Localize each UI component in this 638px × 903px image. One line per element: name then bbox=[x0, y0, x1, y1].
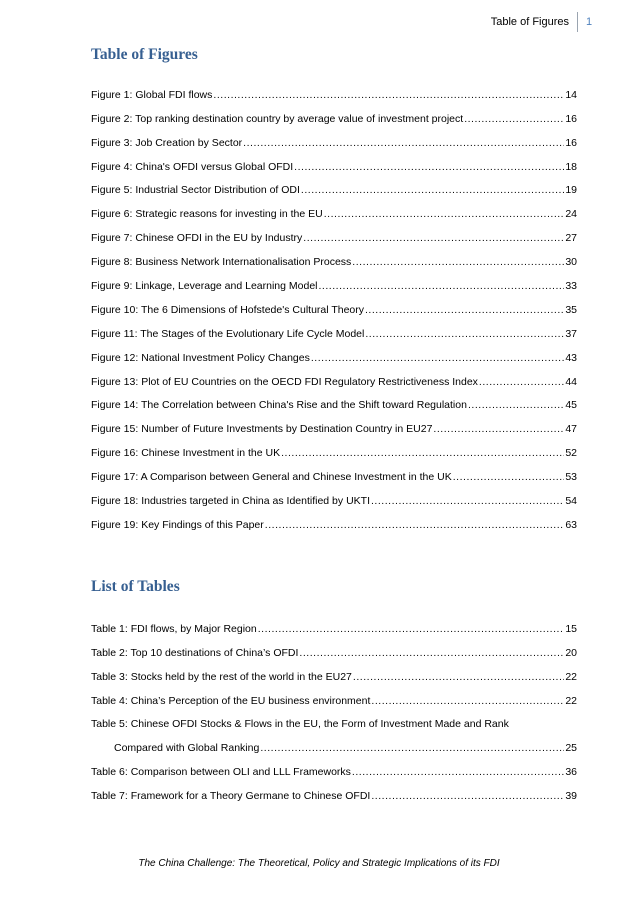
toc-entry-page: 39 bbox=[565, 790, 577, 803]
toc-entry-label: Table 4: China’s Perception of the EU business environment bbox=[91, 694, 371, 707]
dot-leader bbox=[301, 183, 564, 197]
dot-leader bbox=[365, 303, 564, 317]
toc-entry[interactable] bbox=[91, 412, 577, 436]
toc-entry-page: 63 bbox=[565, 518, 577, 531]
toc-entry-label: Figure 8: Business Network Internationalisation Process bbox=[91, 256, 352, 269]
toc-entry[interactable] bbox=[91, 684, 577, 708]
toc-entry[interactable] bbox=[91, 436, 577, 460]
toc-entry[interactable] bbox=[91, 317, 577, 341]
toc-entry-label: Figure 7: Chinese OFDI in the EU by Industry bbox=[91, 232, 303, 245]
toc-entry-page: 25 bbox=[565, 742, 577, 755]
toc-entry[interactable] bbox=[91, 245, 577, 269]
toc-entry-page: 19 bbox=[565, 184, 577, 197]
dot-leader bbox=[303, 231, 564, 245]
toc-entry-label: Figure 9: Linkage, Leverage and Learning Model bbox=[91, 280, 318, 293]
toc-entry-page: 27 bbox=[565, 232, 577, 245]
toc-entry-page: 33 bbox=[565, 280, 577, 293]
toc-entry-page: 43 bbox=[565, 351, 577, 364]
toc-entry[interactable] bbox=[91, 612, 577, 636]
toc-entry-label: Figure 6: Strategic reasons for investing in the EU bbox=[91, 208, 323, 221]
tables-list bbox=[91, 612, 577, 803]
figures-list bbox=[91, 78, 577, 532]
toc-entry[interactable] bbox=[91, 197, 577, 221]
dot-leader bbox=[352, 255, 564, 269]
toc-entry-label: Figure 15: Number of Future Investments by Destination Country in EU27 bbox=[91, 423, 433, 436]
toc-entry-page: 24 bbox=[565, 208, 577, 221]
dot-leader bbox=[281, 446, 564, 460]
toc-entry-page: 44 bbox=[565, 375, 577, 388]
toc-entry-first-line[interactable] bbox=[91, 708, 577, 732]
toc-entry[interactable] bbox=[91, 221, 577, 245]
page-header bbox=[491, 12, 598, 32]
toc-entry-label: Figure 11: The Stages of the Evolutionary Life Cycle Model bbox=[91, 327, 365, 340]
toc-entry-label: Table 1: FDI flows, by Major Region bbox=[91, 622, 257, 635]
toc-entry[interactable] bbox=[91, 779, 577, 803]
toc-entry-label: Figure 12: National Investment Policy Changes bbox=[91, 351, 310, 364]
dot-leader bbox=[324, 207, 565, 221]
toc-entry-page: 30 bbox=[565, 256, 577, 269]
dot-leader bbox=[319, 279, 565, 293]
toc-entry-label: Table 6: Comparison between OLI and LLL Frameworks bbox=[91, 766, 351, 779]
toc-entry-page: 18 bbox=[565, 160, 577, 173]
toc-entry-page: 36 bbox=[565, 766, 577, 779]
toc-entry[interactable] bbox=[91, 508, 577, 532]
toc-entry-label: Figure 2: Top ranking destination country by average value of investment project bbox=[91, 112, 464, 125]
dot-leader bbox=[433, 422, 564, 436]
tables-heading: List of Tables bbox=[91, 578, 180, 595]
toc-entry-page: 14 bbox=[565, 88, 577, 101]
toc-entry-label: Table 7: Framework for a Theory Germane to Chinese OFDI bbox=[91, 790, 371, 803]
toc-entry-page: 16 bbox=[565, 136, 577, 149]
dot-leader bbox=[243, 136, 564, 150]
dot-leader bbox=[371, 789, 564, 803]
dot-leader bbox=[365, 327, 564, 341]
toc-entry-label: Table 5: Chinese OFDI Stocks & Flows in the EU, the Form of Investment Made and Rank bbox=[91, 718, 509, 731]
toc-entry[interactable] bbox=[91, 293, 577, 317]
toc-entry-label: Table 3: Stocks held by the rest of the world in the EU27 bbox=[91, 670, 352, 683]
toc-entry-label: Figure 10: The 6 Dimensions of Hofstede's Cultural Theory bbox=[91, 303, 364, 316]
dot-leader bbox=[464, 112, 564, 126]
toc-entry-label: Compared with Global Ranking bbox=[114, 742, 260, 755]
toc-entry-label: Figure 5: Industrial Sector Distribution of ODI bbox=[91, 184, 300, 197]
toc-entry-page: 54 bbox=[565, 495, 577, 508]
dot-leader bbox=[260, 741, 564, 755]
toc-entry-label: Figure 17: A Comparison between General and Chinese Investment in the UK bbox=[91, 471, 452, 484]
dot-leader bbox=[213, 88, 564, 102]
toc-entry-label: Figure 4: China's OFDI versus Global OFDI bbox=[91, 160, 294, 173]
toc-entry-label: Figure 16: Chinese Investment in the UK bbox=[91, 447, 281, 460]
toc-entry[interactable] bbox=[91, 660, 577, 684]
toc-entry-label: Figure 18: Industries targeted in China as Identified by UKTI bbox=[91, 495, 370, 508]
dot-leader bbox=[265, 518, 565, 532]
toc-entry[interactable] bbox=[91, 460, 577, 484]
toc-entry[interactable] bbox=[91, 126, 577, 150]
toc-entry-page: 22 bbox=[565, 694, 577, 707]
dot-leader bbox=[371, 694, 564, 708]
toc-entry-page: 47 bbox=[565, 423, 577, 436]
dot-leader bbox=[299, 646, 564, 660]
toc-entry[interactable] bbox=[91, 78, 577, 102]
toc-entry-page: 20 bbox=[565, 646, 577, 659]
page-number: 1 bbox=[586, 16, 593, 28]
dot-leader bbox=[353, 670, 564, 684]
toc-entry-page: 15 bbox=[565, 622, 577, 635]
toc-entry[interactable] bbox=[91, 389, 577, 413]
figures-heading: Table of Figures bbox=[91, 46, 198, 63]
dot-leader bbox=[258, 622, 565, 636]
toc-entry-page: 35 bbox=[565, 303, 577, 316]
toc-entry[interactable] bbox=[91, 102, 577, 126]
toc-entry-page: 37 bbox=[565, 327, 577, 340]
toc-entry[interactable] bbox=[91, 174, 577, 198]
toc-entry-label: Figure 13: Plot of EU Countries on the OECD FDI Regulatory Restrictiveness Index bbox=[91, 375, 478, 388]
toc-entry[interactable] bbox=[91, 269, 577, 293]
dot-leader bbox=[311, 351, 564, 365]
toc-entry-label: Figure 1: Global FDI flows bbox=[91, 88, 213, 101]
toc-entry[interactable] bbox=[91, 150, 577, 174]
toc-entry-continuation[interactable] bbox=[91, 731, 577, 755]
dot-leader bbox=[479, 375, 564, 389]
toc-entry-page: 52 bbox=[565, 447, 577, 460]
dot-leader bbox=[453, 470, 565, 484]
dot-leader bbox=[468, 398, 564, 412]
toc-entry-page: 53 bbox=[565, 471, 577, 484]
dot-leader bbox=[294, 160, 564, 174]
toc-entry[interactable] bbox=[91, 636, 577, 660]
toc-entry-label: Table 2: Top 10 destinations of China’s OFDI bbox=[91, 646, 299, 659]
toc-entry-page: 45 bbox=[565, 399, 577, 412]
toc-entry[interactable] bbox=[91, 341, 577, 365]
toc-entry-label: Figure 3: Job Creation by Sector bbox=[91, 136, 243, 149]
toc-entry-label: Figure 19: Key Findings of this Paper bbox=[91, 518, 264, 531]
toc-entry-label: Figure 14: The Correlation between China's Rise and the Shift toward Regulation bbox=[91, 399, 467, 412]
dot-leader bbox=[371, 494, 564, 508]
toc-entry[interactable] bbox=[91, 755, 577, 779]
page-footer: The China Challenge: The Theoretical, Policy and Strategic Implications of its FDI bbox=[138, 858, 500, 869]
dot-leader bbox=[352, 765, 564, 779]
header-title: Table of Figures bbox=[491, 12, 578, 32]
toc-entry-page: 22 bbox=[565, 670, 577, 683]
toc-entry-page: 16 bbox=[565, 112, 577, 125]
toc-entry[interactable] bbox=[91, 484, 577, 508]
toc-entry[interactable] bbox=[91, 365, 577, 389]
